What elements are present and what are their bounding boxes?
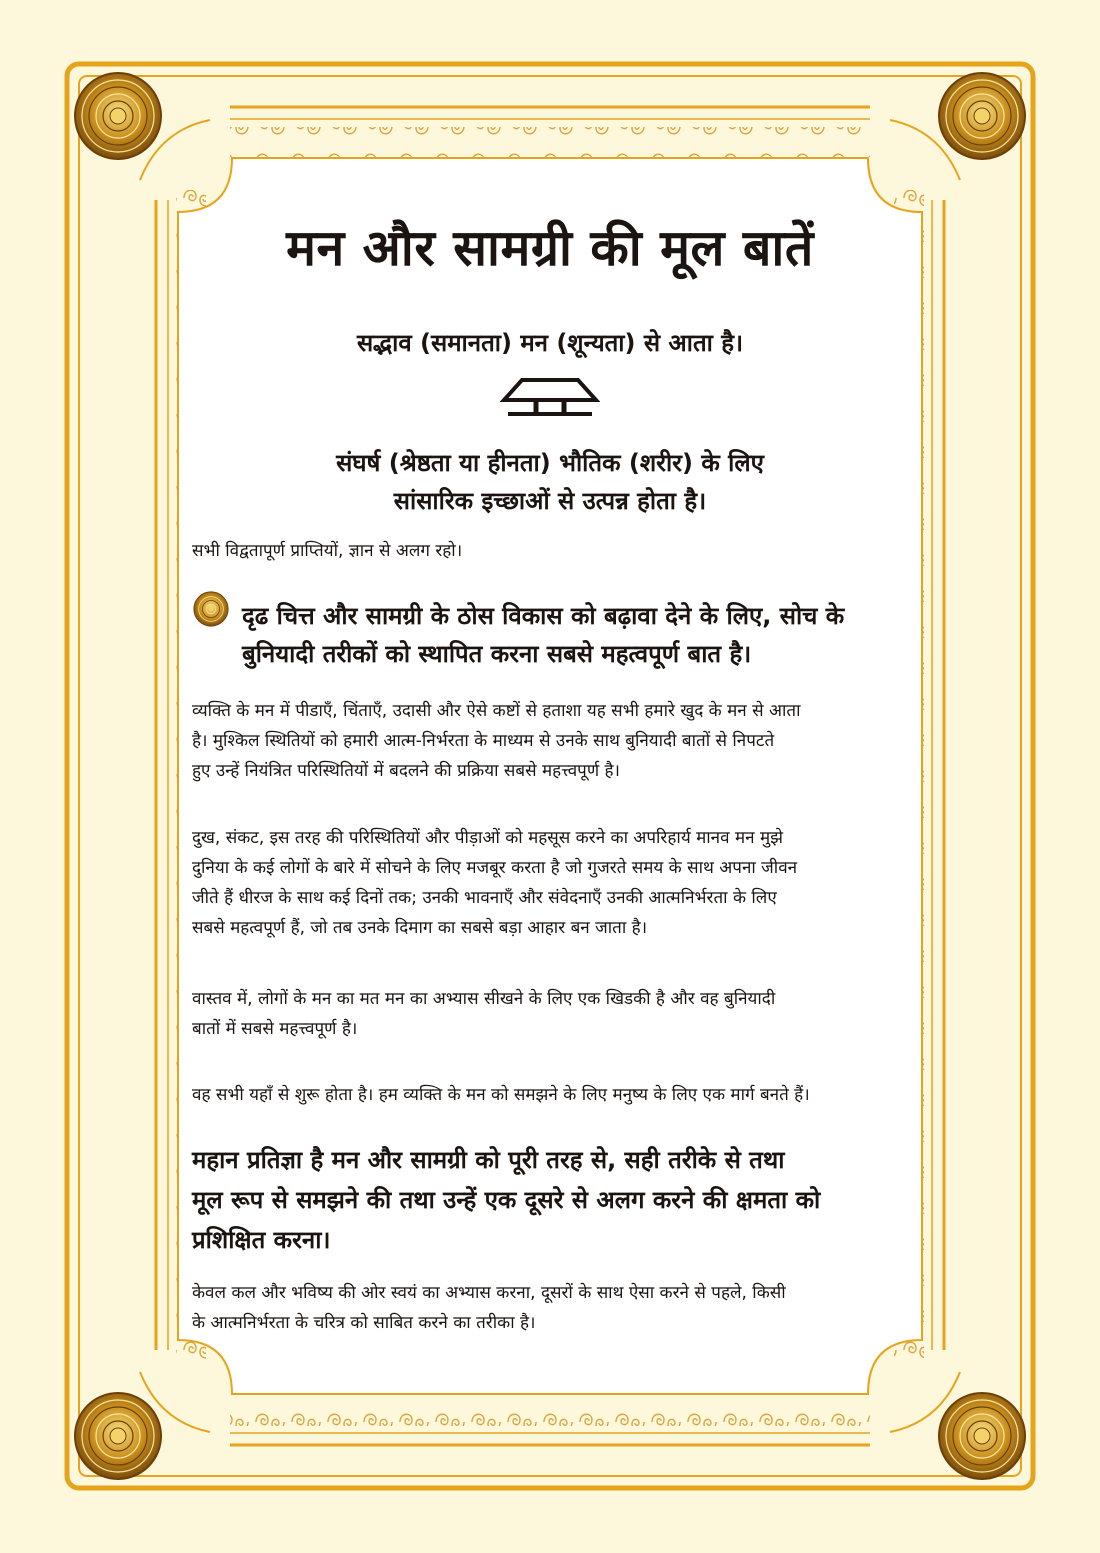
paragraph-line: के आत्मनिर्भरता के चरित्र को साबित करने का तरीका है। — [192, 1313, 536, 1333]
paragraph-line: वास्तव में, लोगों के मन का मत मन का अभ्यास सीखने के लिए एक खिडकी है और वह बुनियादी — [192, 989, 776, 1009]
subtitle: सद्भाव (समानता) मन (शून्यता) से आता है। — [356, 329, 744, 357]
pledge-statement — [192, 1140, 922, 1260]
page-title: मन और सामग्री की मूल बातें — [286, 219, 814, 277]
paragraph-line: केवल कल और भविष्य की ओर स्वयं का अभ्यास करना, दूसरों के साथ ऐसा करने से पहले, किसी — [192, 1283, 786, 1303]
paragraph-line: व्यक्ति के मन में पीडाएँ, चिंताएँ, उदासी और ऐसे कष्टों से हताशा यह सभी हमारे खुद के मन से आता — [192, 701, 801, 721]
closing-paragraph — [192, 1278, 922, 1338]
highlight-statement — [242, 597, 922, 673]
highlight-line: बुनियादी तरीकों को स्थापित करना सबसे महत्वपूर्ण बात है। — [242, 640, 752, 668]
paragraph-3 — [192, 984, 922, 1044]
intro-line: सभी विद्वतापूर्ण प्राप्तियों, ज्ञान से अलग रहो। — [192, 541, 463, 561]
paragraph-1 — [192, 696, 922, 786]
paragraph-line: जीते हैं धीरज के साथ कई दिनों तक; उनकी भावनाएँ और संवेदनाएँ उनकी आत्मनिर्भरता के लिए — [192, 888, 777, 908]
paragraph-line: सबसे महत्वपूर्ण हैं, जो तब उनके दिमाग का सबसे बड़ा आहार बन जाता है। — [192, 918, 648, 938]
conflict-line: संघर्ष (श्रेष्ठता या हीनता) भौतिक (शरीर) के लिए — [336, 449, 764, 477]
conflict-statement — [0, 444, 1100, 520]
paragraph-2 — [192, 823, 922, 943]
intro-text — [192, 536, 922, 566]
arrow-shaped-symbol — [500, 378, 600, 420]
paragraph-line: है। मुश्किल स्थितियों को हमारी आत्म-निर्भरता के माध्यम से उनके साथ बुनियादी बातों से निपटते — [192, 731, 775, 751]
paragraph-line: दुख, संकट, इस तरह की परिस्थितियों और पीड़ाओं को महसूस करने का अपरिहार्य मानव मन मुझे — [192, 828, 783, 848]
paragraph-line: हुए उन्हें नियंत्रित परिस्थितियों में बदलने की प्रक्रिया सबसे महत्त्वपूर्ण है। — [192, 761, 621, 781]
conflict-line: सांसारिक इच्छाओं से उत्पन्न होता है। — [393, 487, 707, 515]
pledge-line: प्रशिक्षित करना। — [192, 1226, 331, 1254]
paragraph-line: वह सभी यहाँ से शुरू होता है। हम व्यक्ति के मन को समझने के लिए मनुष्य के लिए एक मार्ग बनते हैं। — [192, 1085, 810, 1105]
paragraph-line: बातों में सबसे महत्त्वपूर्ण है। — [192, 1019, 358, 1039]
highlight-line: दृढ चित्त और सामग्री के ठोस विकास को बढ़ावा देने के लिए, सोच के — [242, 602, 845, 630]
paragraph-4 — [192, 1080, 922, 1110]
paragraph-line: दुनिया के कई लोगों के बारे में सोचने के लिए मजबूर करता है जो गुजरते समय के साथ अपना जीवन — [192, 858, 798, 878]
pledge-line: महान प्रतिज्ञा है मन और सामग्री को पूरी तरह से, सही तरीके से तथा — [192, 1146, 785, 1174]
pledge-line: मूल रूप से समझने की तथा उन्हें एक दूसरे से अलग करने की क्षमता को — [192, 1186, 821, 1214]
gold-medal-icon — [192, 590, 230, 628]
